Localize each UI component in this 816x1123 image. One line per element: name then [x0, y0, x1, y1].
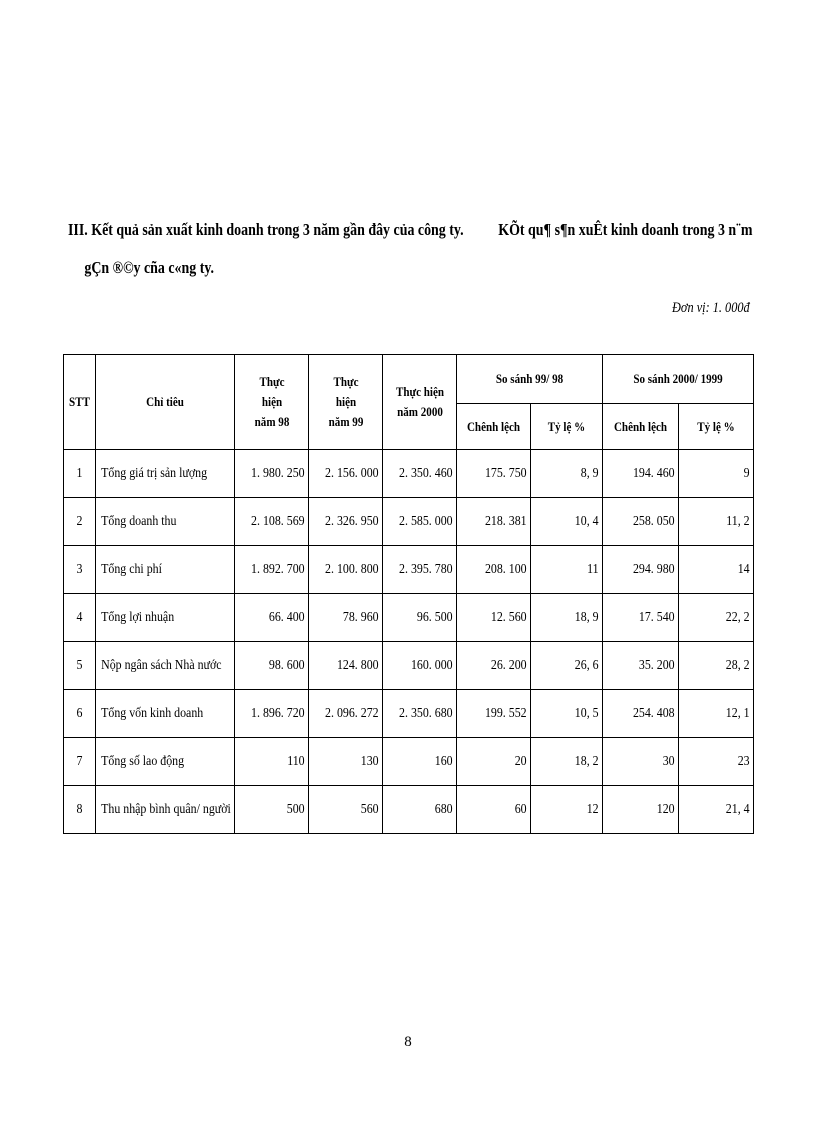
cell-th99: 2. 100. 800: [309, 546, 383, 594]
cell-th99: 130: [309, 738, 383, 786]
cell-stt: 6: [64, 690, 96, 738]
header-chenh-lech-1: Chênh lệch: [457, 404, 531, 450]
cell-chenh-lech-9998: 218. 381: [457, 498, 531, 546]
table-row: [64, 690, 754, 738]
cell-chenh-lech-9998: 20: [457, 738, 531, 786]
cell-ty-le-9998: 8, 9: [531, 450, 603, 498]
table-row: [64, 450, 754, 498]
cell-th98: 66. 400: [235, 594, 309, 642]
cell-th2000: 2. 350. 680: [383, 690, 457, 738]
cell-chenh-lech-9998: 175. 750: [457, 450, 531, 498]
cell-chi-tieu: Tổng lợi nhuận: [96, 594, 235, 642]
cell-th99: 560: [309, 786, 383, 834]
header-chenh-lech-2: Chênh lệch: [603, 404, 679, 450]
heading-garbled-line1: KÕt qu¶ s¶n xuÊt kinh doanh trong 3 n¨m: [498, 220, 753, 239]
header-ss9998: So sánh 99/ 98: [457, 355, 603, 404]
cell-chi-tieu: Tổng vốn kinh doanh: [96, 690, 235, 738]
cell-th98: 2. 108. 569: [235, 498, 309, 546]
cell-chenh-lech-20001999: 35. 200: [603, 642, 679, 690]
cell-stt: 7: [64, 738, 96, 786]
cell-chenh-lech-9998: 26. 200: [457, 642, 531, 690]
cell-chenh-lech-20001999: 294. 980: [603, 546, 679, 594]
cell-stt: 2: [64, 498, 96, 546]
cell-chenh-lech-9998: 60: [457, 786, 531, 834]
table-row: [64, 642, 754, 690]
cell-stt: 4: [64, 594, 96, 642]
heading-title: III. Kết quả sản xuất kinh doanh trong 3 năm gần đây của công ty.: [68, 220, 464, 239]
cell-th98: 98. 600: [235, 642, 309, 690]
header-stt: STT: [64, 355, 96, 450]
cell-th2000: 2. 585. 000: [383, 498, 457, 546]
heading-garbled-line2: gÇn ®©y cña c«ng ty.: [84, 258, 215, 277]
cell-chi-tieu: Tổng giá trị sản lượng: [96, 450, 235, 498]
cell-ty-le-20001999: 9: [679, 450, 754, 498]
cell-th99: 2. 156. 000: [309, 450, 383, 498]
cell-ty-le-20001999: 12, 1: [679, 690, 754, 738]
cell-chenh-lech-9998: 12. 560: [457, 594, 531, 642]
cell-chi-tieu: Tổng số lao động: [96, 738, 235, 786]
results-table: [63, 354, 754, 834]
table-row: [64, 546, 754, 594]
cell-stt: 5: [64, 642, 96, 690]
cell-ty-le-20001999: 11, 2: [679, 498, 754, 546]
header-ss20001999: So sánh 2000/ 1999: [603, 355, 754, 404]
cell-th2000: 96. 500: [383, 594, 457, 642]
table-header-row: [64, 355, 754, 404]
cell-ty-le-20001999: 28, 2: [679, 642, 754, 690]
cell-th98: 1. 896. 720: [235, 690, 309, 738]
cell-th2000: 680: [383, 786, 457, 834]
cell-th2000: 2. 395. 780: [383, 546, 457, 594]
cell-ty-le-20001999: 21, 4: [679, 786, 754, 834]
cell-th99: 78. 960: [309, 594, 383, 642]
page-number: 8: [404, 1034, 412, 1050]
table-row: [64, 786, 754, 834]
cell-chi-tieu: Tổng chi phí: [96, 546, 235, 594]
header-chi-tieu: Chỉ tiêu: [96, 355, 235, 450]
cell-chi-tieu: Tổng doanh thu: [96, 498, 235, 546]
cell-ty-le-9998: 10, 5: [531, 690, 603, 738]
header-ty-le-2: Tỷ lệ %: [679, 404, 754, 450]
cell-chenh-lech-20001999: 17. 540: [603, 594, 679, 642]
cell-chenh-lech-20001999: 120: [603, 786, 679, 834]
cell-ty-le-20001999: 14: [679, 546, 754, 594]
unit-label: Đơn vị: 1. 000đ: [672, 300, 750, 316]
cell-ty-le-9998: 12: [531, 786, 603, 834]
cell-chenh-lech-9998: 208. 100: [457, 546, 531, 594]
table-row: [64, 738, 754, 786]
cell-th99: 2. 096. 272: [309, 690, 383, 738]
cell-th2000: 160. 000: [383, 642, 457, 690]
cell-stt: 3: [64, 546, 96, 594]
cell-ty-le-20001999: 23: [679, 738, 754, 786]
cell-ty-le-9998: 18, 9: [531, 594, 603, 642]
cell-ty-le-9998: 18, 2: [531, 738, 603, 786]
header-ty-le-1: Tỷ lệ %: [531, 404, 603, 450]
cell-chenh-lech-20001999: 30: [603, 738, 679, 786]
cell-chenh-lech-20001999: 194. 460: [603, 450, 679, 498]
cell-th2000: 2. 350. 460: [383, 450, 457, 498]
header-th2000: Thực hiện năm 2000: [383, 355, 457, 450]
cell-th2000: 160: [383, 738, 457, 786]
cell-chenh-lech-9998: 199. 552: [457, 690, 531, 738]
cell-chi-tieu: Nộp ngân sách Nhà nước: [96, 642, 235, 690]
cell-chenh-lech-20001999: 254. 408: [603, 690, 679, 738]
cell-ty-le-9998: 26, 6: [531, 642, 603, 690]
cell-stt: 1: [64, 450, 96, 498]
cell-ty-le-20001999: 22, 2: [679, 594, 754, 642]
cell-ty-le-9998: 10, 4: [531, 498, 603, 546]
cell-th98: 1. 980. 250: [235, 450, 309, 498]
cell-chi-tieu: Thu nhập bình quân/ người: [96, 786, 235, 834]
cell-chenh-lech-20001999: 258. 050: [603, 498, 679, 546]
table-row: [64, 498, 754, 546]
cell-th98: 500: [235, 786, 309, 834]
header-th98: Thực hiện năm 98: [235, 355, 309, 450]
header-th99: Thực hiện năm 99: [309, 355, 383, 450]
cell-th98: 1. 892. 700: [235, 546, 309, 594]
cell-th98: 110: [235, 738, 309, 786]
cell-th99: 124. 800: [309, 642, 383, 690]
cell-th99: 2. 326. 950: [309, 498, 383, 546]
cell-stt: 8: [64, 786, 96, 834]
table-row: [64, 594, 754, 642]
section-heading: [68, 211, 753, 287]
cell-ty-le-9998: 11: [531, 546, 603, 594]
